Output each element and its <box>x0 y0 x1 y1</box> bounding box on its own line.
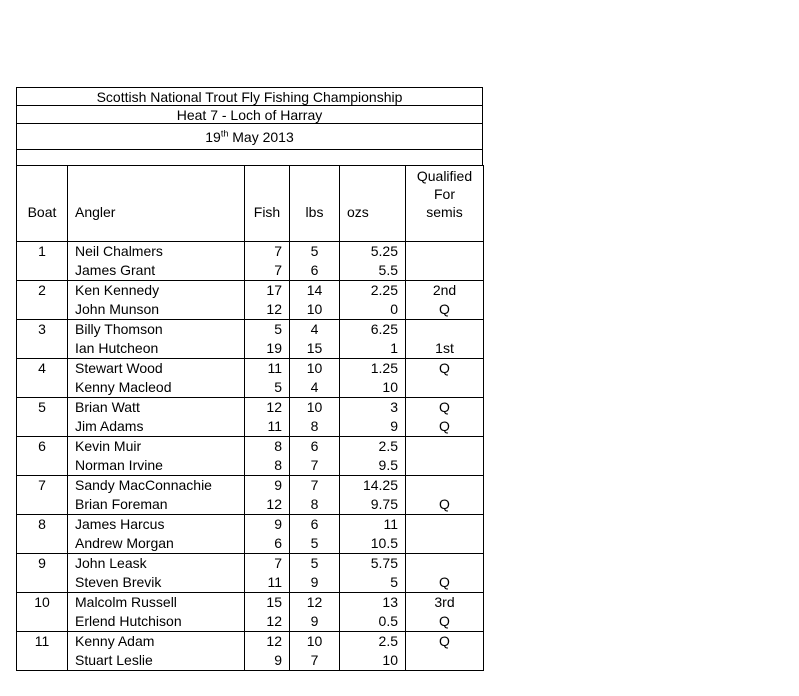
table-row <box>17 300 484 320</box>
fish-cell: 5 <box>245 378 290 398</box>
results-sheet <box>16 87 483 671</box>
ozs-cell: 1 <box>340 339 406 359</box>
fish-cell: 12 <box>245 398 290 418</box>
lbs-cell: 4 <box>290 378 340 398</box>
fish-cell: 7 <box>245 242 290 262</box>
boat-cell: 5 <box>17 398 68 418</box>
table-row <box>17 476 484 496</box>
ozs-cell: 10 <box>340 651 406 671</box>
angler-cell: Kenny Adam <box>68 632 245 652</box>
table-row <box>17 242 484 262</box>
table-row <box>17 378 484 398</box>
ozs-cell: 5 <box>340 573 406 593</box>
fish-cell: 19 <box>245 339 290 359</box>
angler-cell: Andrew Morgan <box>68 534 245 554</box>
fish-cell: 9 <box>245 515 290 535</box>
qualified-cell <box>406 651 484 671</box>
col-ozs: ozs <box>340 166 406 223</box>
angler-cell: Kenny Macleod <box>68 378 245 398</box>
championship-title: Scottish National Trout Fly Fishing Championship <box>16 87 483 105</box>
qualified-cell: Q <box>406 573 484 593</box>
table-row <box>17 437 484 457</box>
col-lbs: lbs <box>290 166 340 223</box>
blank-title-row <box>16 149 483 165</box>
table-row <box>17 495 484 515</box>
ozs-cell: 6.25 <box>340 320 406 340</box>
ozs-cell: 13 <box>340 593 406 613</box>
ozs-cell: 2.25 <box>340 281 406 301</box>
col-fish: Fish <box>245 166 290 223</box>
qualified-cell: Q <box>406 300 484 320</box>
lbs-cell: 12 <box>290 593 340 613</box>
angler-cell: Stewart Wood <box>68 359 245 379</box>
angler-cell: John Leask <box>68 554 245 574</box>
ozs-cell: 5.25 <box>340 242 406 262</box>
lbs-cell: 10 <box>290 359 340 379</box>
lbs-cell: 6 <box>290 437 340 457</box>
table-row <box>17 515 484 535</box>
fish-cell: 17 <box>245 281 290 301</box>
angler-cell: John Munson <box>68 300 245 320</box>
qualified-cell: 3rd <box>406 593 484 613</box>
results-table <box>16 165 484 671</box>
qualified-cell: Q <box>406 612 484 632</box>
fish-cell: 12 <box>245 612 290 632</box>
qualified-cell <box>406 476 484 496</box>
fish-cell: 12 <box>245 495 290 515</box>
fish-cell: 5 <box>245 320 290 340</box>
boat-cell: 1 <box>17 242 68 262</box>
table-row <box>17 632 484 652</box>
fish-cell: 15 <box>245 593 290 613</box>
ozs-cell: 5.5 <box>340 261 406 281</box>
lbs-cell: 8 <box>290 495 340 515</box>
ozs-cell: 11 <box>340 515 406 535</box>
lbs-cell: 6 <box>290 261 340 281</box>
lbs-cell: 8 <box>290 417 340 437</box>
table-row <box>17 417 484 437</box>
angler-cell: James Grant <box>68 261 245 281</box>
table-row <box>17 320 484 340</box>
boat-cell: 4 <box>17 359 68 379</box>
ozs-cell: 10 <box>340 378 406 398</box>
ozs-cell: 3 <box>340 398 406 418</box>
fish-cell: 11 <box>245 573 290 593</box>
lbs-cell: 7 <box>290 456 340 476</box>
fish-cell: 7 <box>245 261 290 281</box>
angler-cell: James Harcus <box>68 515 245 535</box>
lbs-cell: 15 <box>290 339 340 359</box>
boat-cell <box>17 261 68 281</box>
fish-cell: 8 <box>245 437 290 457</box>
date-suffix: th <box>220 128 229 139</box>
qualified-cell: Q <box>406 359 484 379</box>
lbs-cell: 5 <box>290 242 340 262</box>
angler-cell: Billy Thomson <box>68 320 245 340</box>
col-qualified <box>406 166 484 223</box>
lbs-cell: 10 <box>290 398 340 418</box>
lbs-cell: 14 <box>290 281 340 301</box>
qualified-cell <box>406 515 484 535</box>
angler-cell: Brian Foreman <box>68 495 245 515</box>
boat-cell: 9 <box>17 554 68 574</box>
col-qualified-line1: Qualified <box>416 168 473 184</box>
table-row <box>17 554 484 574</box>
ozs-cell: 14.25 <box>340 476 406 496</box>
angler-cell: Norman Irvine <box>68 456 245 476</box>
col-qualified-line2: For <box>434 186 455 202</box>
table-row <box>17 651 484 671</box>
col-qualified-line3: semis <box>426 204 463 220</box>
angler-cell: Erlend Hutchison <box>68 612 245 632</box>
fish-cell: 12 <box>245 632 290 652</box>
table-row <box>17 593 484 613</box>
qualified-cell: Q <box>406 417 484 437</box>
fish-cell: 9 <box>245 476 290 496</box>
fish-cell: 11 <box>245 359 290 379</box>
event-date <box>16 123 483 149</box>
angler-cell: Malcolm Russell <box>68 593 245 613</box>
boat-cell: 3 <box>17 320 68 340</box>
table-row <box>17 573 484 593</box>
table-row <box>17 281 484 301</box>
table-row <box>17 534 484 554</box>
boat-cell <box>17 651 68 671</box>
ozs-cell: 5.75 <box>340 554 406 574</box>
qualified-cell <box>406 534 484 554</box>
angler-cell: Kevin Muir <box>68 437 245 457</box>
lbs-cell: 9 <box>290 573 340 593</box>
ozs-cell: 10.5 <box>340 534 406 554</box>
boat-cell <box>17 495 68 515</box>
column-header-row <box>17 166 484 223</box>
ozs-cell: 9.75 <box>340 495 406 515</box>
qualified-cell: 2nd <box>406 281 484 301</box>
ozs-cell: 9 <box>340 417 406 437</box>
qualified-cell <box>406 554 484 574</box>
ozs-cell: 9.5 <box>340 456 406 476</box>
table-row <box>17 261 484 281</box>
ozs-cell: 0.5 <box>340 612 406 632</box>
ozs-cell: 2.5 <box>340 437 406 457</box>
ozs-cell: 2.5 <box>340 632 406 652</box>
table-row <box>17 359 484 379</box>
fish-cell: 6 <box>245 534 290 554</box>
lbs-cell: 5 <box>290 534 340 554</box>
boat-cell <box>17 378 68 398</box>
col-angler: Angler <box>68 166 245 223</box>
qualified-cell: Q <box>406 632 484 652</box>
boat-cell: 6 <box>17 437 68 457</box>
qualified-cell: Q <box>406 398 484 418</box>
boat-cell <box>17 573 68 593</box>
boat-cell: 11 <box>17 632 68 652</box>
fish-cell: 8 <box>245 456 290 476</box>
boat-cell <box>17 339 68 359</box>
boat-cell: 7 <box>17 476 68 496</box>
qualified-cell <box>406 261 484 281</box>
boat-cell <box>17 534 68 554</box>
lbs-cell: 10 <box>290 300 340 320</box>
fish-cell: 9 <box>245 651 290 671</box>
table-row <box>17 456 484 476</box>
date-rest: May 2013 <box>228 129 294 145</box>
boat-cell <box>17 456 68 476</box>
ozs-cell: 1.25 <box>340 359 406 379</box>
qualified-cell <box>406 320 484 340</box>
boat-cell <box>17 417 68 437</box>
lbs-cell: 7 <box>290 476 340 496</box>
qualified-cell: Q <box>406 495 484 515</box>
ozs-cell: 0 <box>340 300 406 320</box>
boat-cell: 2 <box>17 281 68 301</box>
angler-cell: Brian Watt <box>68 398 245 418</box>
fish-cell: 11 <box>245 417 290 437</box>
fish-cell: 7 <box>245 554 290 574</box>
blank-row <box>17 222 484 242</box>
qualified-cell <box>406 437 484 457</box>
angler-cell: Steven Brevik <box>68 573 245 593</box>
fish-cell: 12 <box>245 300 290 320</box>
boat-cell: 8 <box>17 515 68 535</box>
angler-cell: Neil Chalmers <box>68 242 245 262</box>
table-row <box>17 339 484 359</box>
date-day: 19 <box>205 129 221 145</box>
lbs-cell: 5 <box>290 554 340 574</box>
qualified-cell <box>406 242 484 262</box>
qualified-cell <box>406 378 484 398</box>
lbs-cell: 9 <box>290 612 340 632</box>
boat-cell: 10 <box>17 593 68 613</box>
table-row <box>17 612 484 632</box>
angler-cell: Ian Hutcheon <box>68 339 245 359</box>
qualified-cell <box>406 456 484 476</box>
angler-cell: Jim Adams <box>68 417 245 437</box>
col-boat: Boat <box>17 166 68 223</box>
lbs-cell: 6 <box>290 515 340 535</box>
angler-cell: Ken Kennedy <box>68 281 245 301</box>
lbs-cell: 7 <box>290 651 340 671</box>
lbs-cell: 4 <box>290 320 340 340</box>
lbs-cell: 10 <box>290 632 340 652</box>
table-row <box>17 398 484 418</box>
angler-cell: Sandy MacConnachie <box>68 476 245 496</box>
heat-title: Heat 7 - Loch of Harray <box>16 105 483 123</box>
boat-cell <box>17 612 68 632</box>
qualified-cell: 1st <box>406 339 484 359</box>
boat-cell <box>17 300 68 320</box>
angler-cell: Stuart Leslie <box>68 651 245 671</box>
